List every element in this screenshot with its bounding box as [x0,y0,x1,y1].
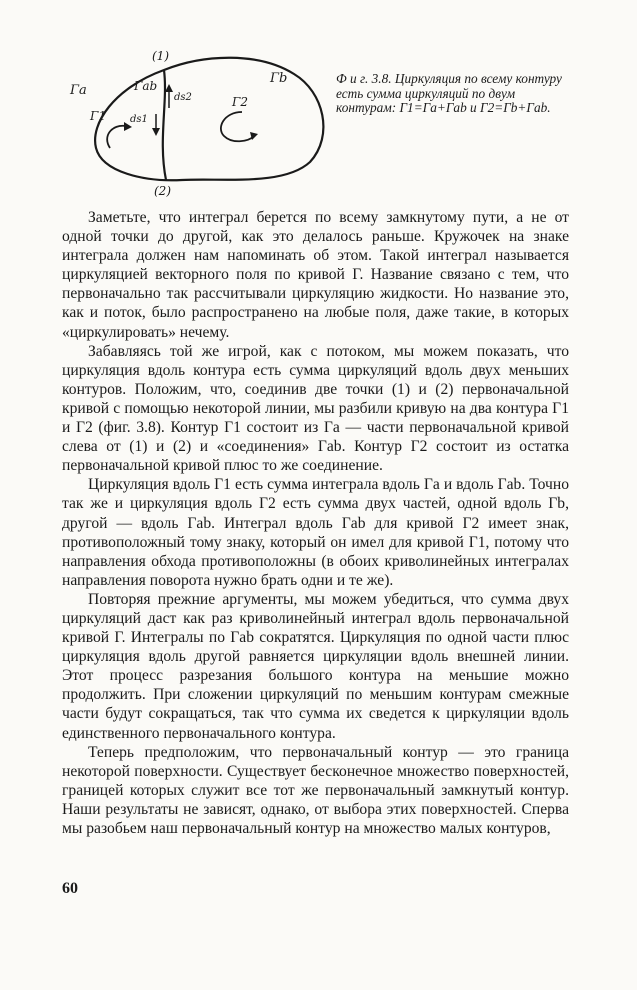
label-point-2: (2) [154,184,171,198]
contour-diagram [70,44,332,198]
label-point-1: (1) [152,49,169,63]
paragraph: Заметьте, что интеграл берется по всему замкнутому пути, а не от одной точки до другой, как это делалось раньше. Кружочек на знаке интеграла должен нам напоминать об этом. Такой интеграл называется циркуляцией векторного поля по кривой Г. Название связано с тем, что первоначально так рассчитывали циркуляцию жидкости. Но название это, как и поток, было распространено на любые поля, даже такие, в которых «циркулировать» нечему. [62,209,569,341]
label-gamma-a: Γa [70,83,87,98]
circulation-1-arrow [107,126,126,148]
ds2-arrowhead [165,84,173,92]
label-gamma-b: Γb [270,71,288,86]
connecting-curve [163,70,166,180]
label-ds2: ds2 [174,92,192,103]
body-text [62,208,569,838]
label-gamma-1: Γ1 [90,109,106,123]
paragraph: Забавляясь той же игрой, как с потоком, мы можем показать, что циркуляция вдоль контура есть сумма циркуляций вдоль двух меньших контуров. Положим, что, соединив две точки (1) и (2) первоначальной кривой с помощью некоторой линии, мы разбили кривую на два контура Γ1 и Γ2 (фиг. 3.8). Контур Γ1 состоит из Γa — части первоначальной кривой слева от (1) и (2) и «соединения» Γab. Контур Γ2 состоит из остатка первоначальной кривой плюс то же соединение. [62,342,569,475]
page-number: 60 [62,880,78,897]
label-ds1: ds1 [130,114,148,125]
figure-caption: Ф и г. 3.8. Циркуляция по всему контуру есть сумма циркуляций по двум контурам: Γ1=Γa+Γab и Γ2=Γb+Γab. [336,71,562,116]
paragraph: Повторяя прежние аргументы, мы можем убедиться, что сумма двух циркуляций даст как раз криволинейный интеграл вдоль первоначальной кривой Г. Интегралы по Γab сократятся. Циркуляция по одной части плюс циркуляция вдоль другой равняется циркуляции вдоль внешней линии. Этот процесс разрезания большого контура на меньшие можно продолжить. При сложении циркуляций по меньшим контурам смежные части будут сокращаться, так что сумма их сведется к циркуляции вдоль единственного первоначального контура. [62,590,569,742]
circulation-2-arrow [221,112,254,141]
paragraph: Теперь предположим, что первоначальный контур — это граница некоторой поверхности. Существует бесконечное множество поверхностей, границей которых служит все тот же первоначальный замкнутый контур. Наши результаты не зависят, однако, от выбора этих поверхностей. Сперва мы разобьем наш первоначальный контур на множество малых контуров, [62,743,569,837]
figure-3-8 [70,44,332,198]
ds1-arrowhead [152,128,160,136]
label-gamma-2: Γ2 [232,95,248,109]
paragraph: Циркуляция вдоль Γ1 есть сумма интеграла вдоль Γa и вдоль Γab. Точно так же и циркуляция вдоль Γ2 есть сумма двух частей, одной вдоль Γb, другой — вдоль Γab. Интеграл вдоль Γab для кривой Γ2 имеет знак, противоположный тому знаку, который он имел для кривой Γ1, потому что направления обхода противоположны (в обоих криволинейных интегралах направления поворота нужно брать одни и те же). [62,476,569,589]
label-gamma-ab: Γab [134,79,158,93]
